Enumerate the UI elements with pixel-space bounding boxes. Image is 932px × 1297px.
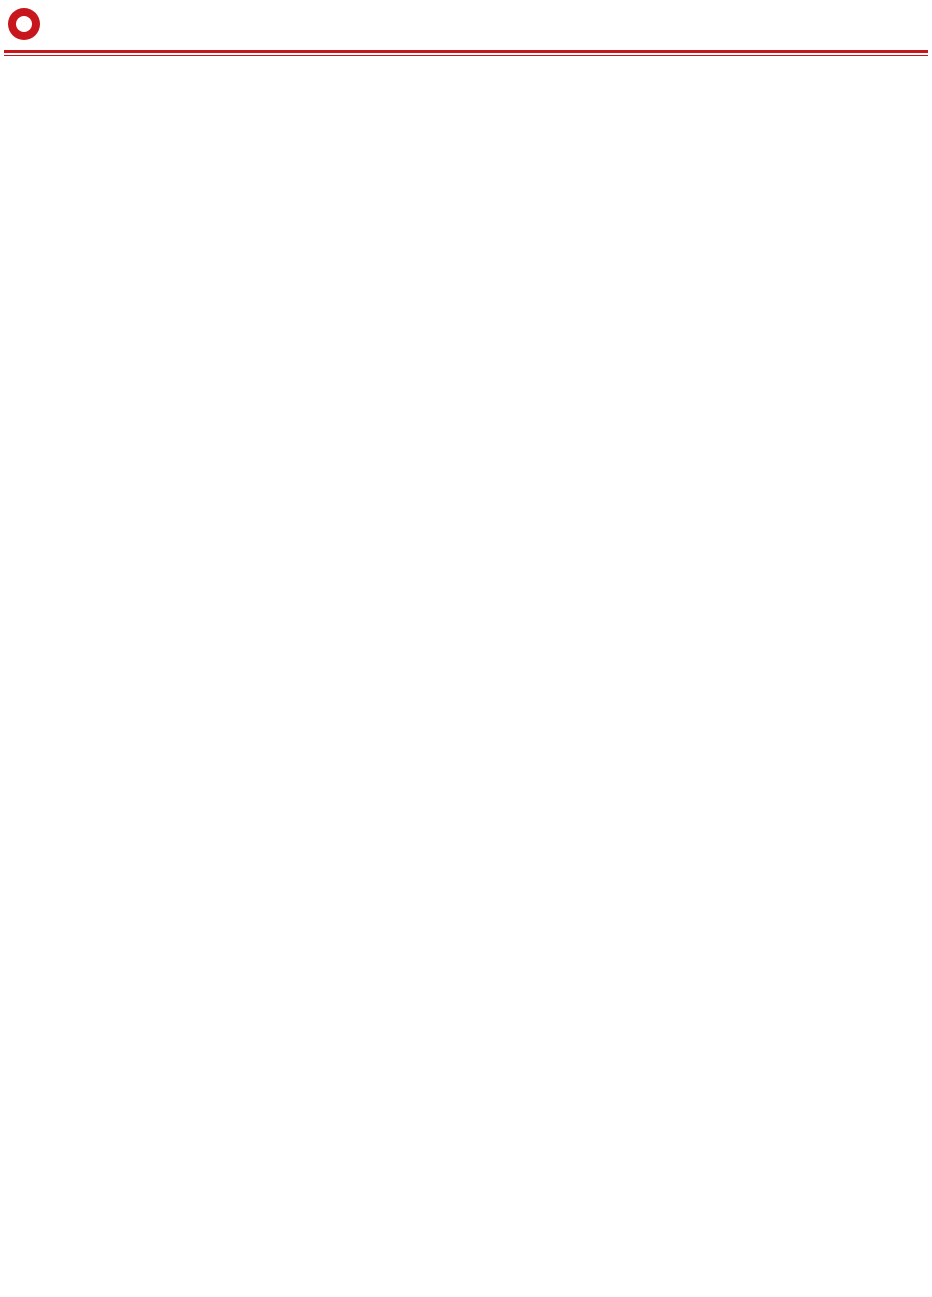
report-header [0, 0, 932, 48]
header-rule-thin [4, 55, 928, 56]
company-logo [8, 6, 158, 44]
logo-mark-icon [8, 8, 40, 40]
header-rule [4, 50, 928, 53]
